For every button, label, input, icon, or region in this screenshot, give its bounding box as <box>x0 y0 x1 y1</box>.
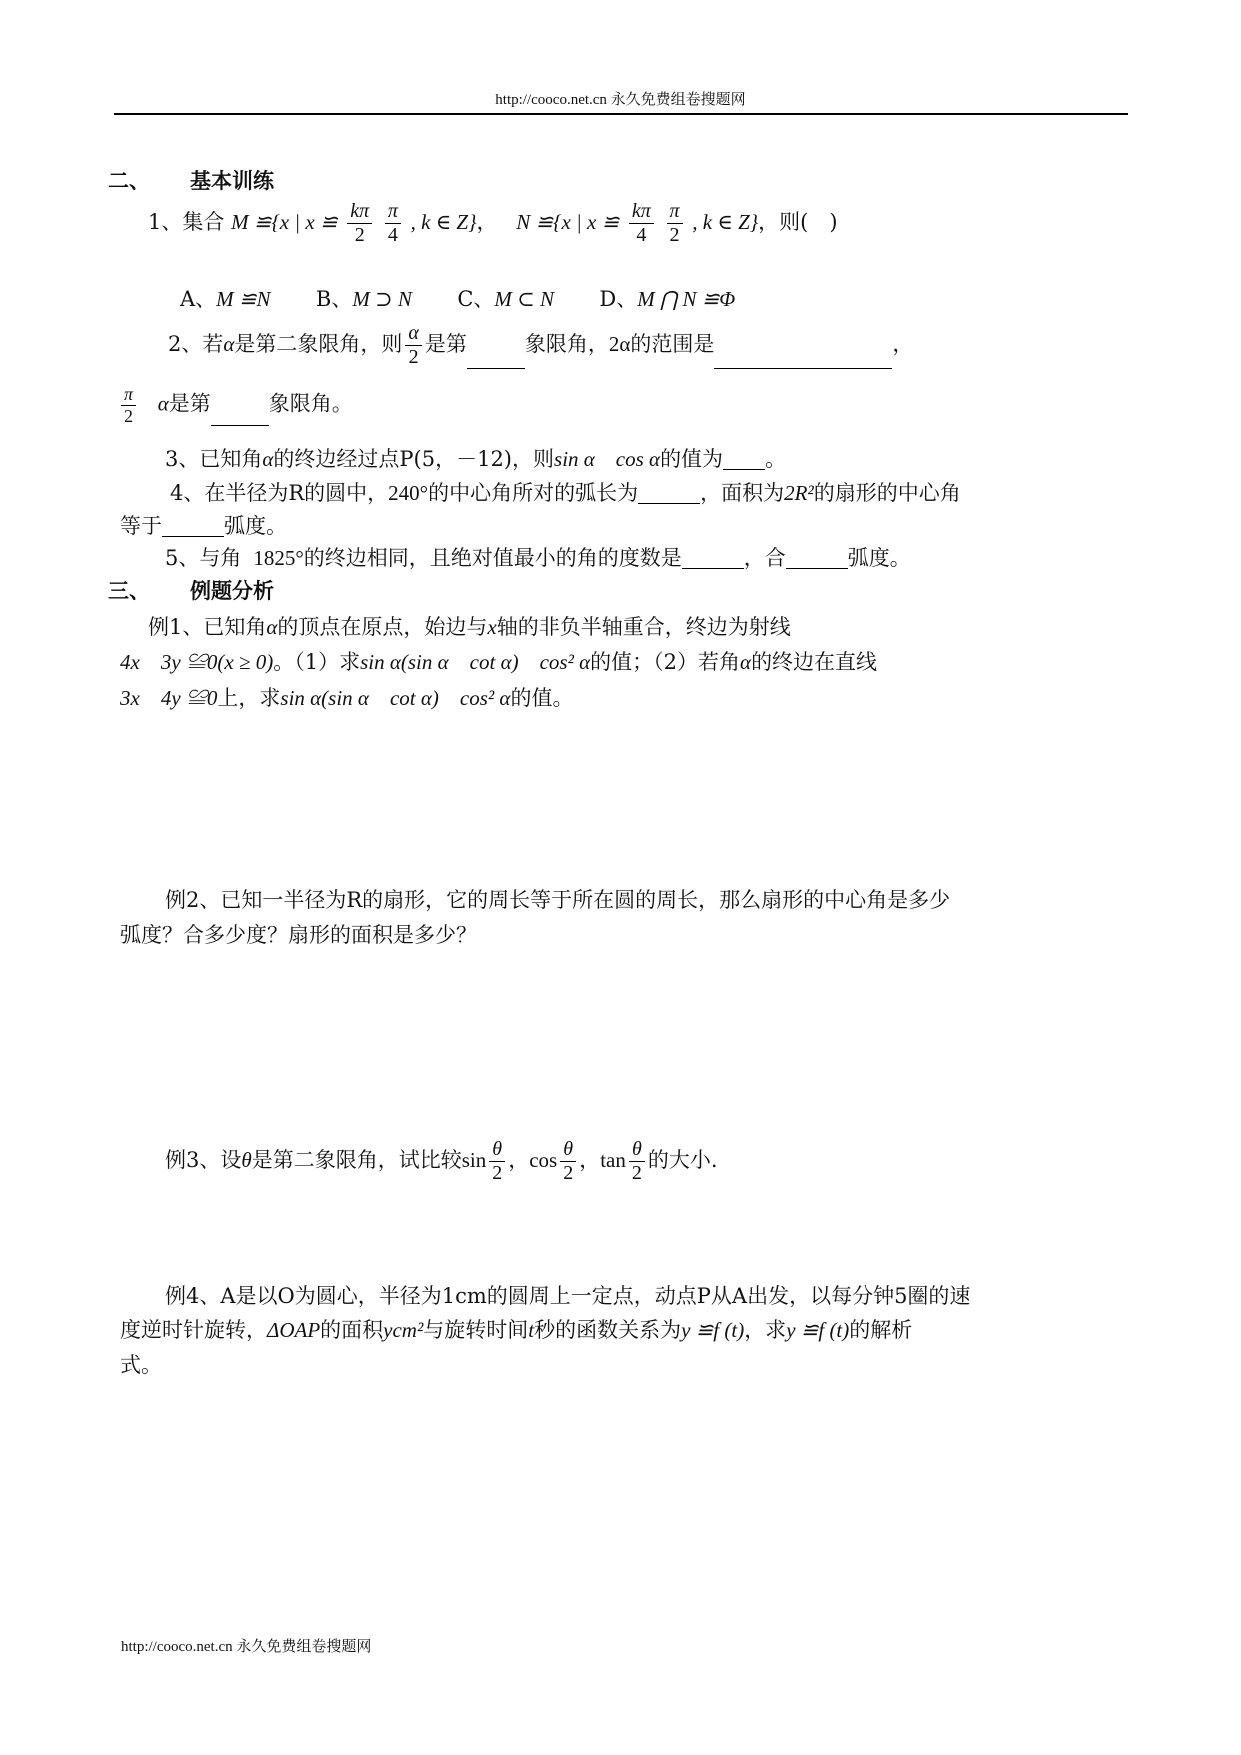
q2-text-5: ， <box>892 332 914 356</box>
header-rule <box>114 113 1128 115</box>
q2-lead: 2、若 <box>168 332 224 356</box>
question-4-line-2 <box>120 516 287 537</box>
ex1-x: x <box>487 615 497 639</box>
example-4: 例4、A是以O为圆心，半径为1cm的圆周上一定点，动点P从A出发，以每分钟5圈的速 <box>165 1284 971 1308</box>
ex1-line2-a: 。（1）求 <box>273 650 361 674</box>
q5-text-1: 的终边相同，且绝对值最小的角的度数是 <box>303 546 682 570</box>
ex4-function-1: y ≌f (t) <box>681 1318 745 1342</box>
ex4-function-2: y ≌f (t) <box>786 1318 850 1342</box>
ex3-frac-sin: $\frac{\theta}{2}$ <box>489 1138 505 1185</box>
ex1-alpha-2: α <box>740 650 752 674</box>
option-a-expr: M ≌N <box>216 287 271 311</box>
q5-lead: 5、与角 <box>165 546 242 570</box>
q2-blank-2[interactable] <box>714 350 892 369</box>
q3-lead: 3、已知角 <box>165 447 263 471</box>
q1-set-m: M ≌{x | x ≌ <box>231 210 338 234</box>
ex1-line2-b: 的值；（2）若角 <box>590 650 741 674</box>
ex3-sep-1: ， <box>508 1148 530 1172</box>
q2-two-alpha: 2α <box>608 332 631 356</box>
ex4-triangle: ΔOAP <box>267 1318 321 1342</box>
q2-alpha-2: α <box>157 391 169 416</box>
ex3-sin: sin <box>461 1148 487 1172</box>
q2-blank-1[interactable] <box>467 350 525 369</box>
q1-tail-n: , k ∈ Z} <box>692 210 759 234</box>
option-d-label: D、 <box>599 287 638 311</box>
q4-line2-a: 等于 <box>120 514 162 538</box>
q1-frac-pi-2: $\frac{\pi}{2}$ <box>667 200 683 247</box>
ex3-lead: 例3、设 <box>165 1148 242 1172</box>
q2-alpha: α <box>223 332 235 356</box>
q2-text-4: 的范围是 <box>630 332 715 356</box>
page-footer: http://cooco.net.cn 永久免费组卷搜题网 <box>121 1639 372 1655</box>
example-2-line-2: 弧度？合多少度？扇形的面积是多少？ <box>120 923 477 947</box>
section-number: 二、 <box>108 168 150 193</box>
ex1-line-equation: 3x 4y ≌0 <box>120 686 218 710</box>
ex3-text-1: 是第二象限角，试比较 <box>251 1148 462 1172</box>
question-1 <box>148 200 838 247</box>
q1-separator: ， <box>476 210 498 234</box>
page-header: http://cooco.net.cn 永久免费组卷搜题网 <box>495 92 746 108</box>
q1-set-n: N ≌{x | x ≌ <box>516 210 620 234</box>
question-2 <box>168 322 913 369</box>
q1-tail-m: , k ∈ Z} <box>410 210 477 234</box>
ex4-line2-b: 的面积 <box>320 1318 384 1342</box>
ex4-line2-d: 秒的函数关系为 <box>534 1318 682 1342</box>
ex1-expression-2: sin α(sin α cot α) cos² α <box>280 686 511 710</box>
ex3-frac-cos: $\frac{\theta}{2}$ <box>560 1138 576 1185</box>
ex3-tan: tan <box>600 1148 626 1172</box>
ex1-ray-equation: 4x 3y ≌0(x ≥ 0) <box>120 650 274 674</box>
q4-area: 2R² <box>784 481 814 505</box>
q4-blank-2[interactable] <box>162 518 224 537</box>
example-2: 例2、已知一半径为R的扇形，它的周长等于所在圆的周长，那么扇形的中心角是多少 <box>165 888 951 912</box>
ex4-line2-c: 与旋转时间 <box>423 1318 529 1342</box>
ex1-lead: 例1、已知角 <box>148 615 267 639</box>
q2-frac-pi-2: $\frac{\pi}{2}$ <box>121 384 136 426</box>
q3-expression: sin α cos α <box>554 447 661 471</box>
q3-alpha: α <box>262 447 274 471</box>
ex1-line3-a: 上，求 <box>217 686 281 710</box>
q4-text-1: 的中心角所对的弧长为 <box>428 481 639 505</box>
ex1-line3-b: 的值。 <box>510 686 574 710</box>
ex4-line2-e: ，求 <box>744 1318 787 1342</box>
question-5 <box>165 548 911 569</box>
ex1-alpha: α <box>266 615 278 639</box>
q1-frac-pi-4: $\frac{\pi}{4}$ <box>385 200 401 247</box>
question-4 <box>170 483 961 504</box>
q4-lead: 4、在半径为R的圆中， <box>170 481 389 505</box>
question-2-line-2 <box>118 384 353 426</box>
ex1-line2-c: 的终边在直线 <box>751 650 878 674</box>
q4-blank-1[interactable] <box>638 485 700 504</box>
question-1-options <box>180 289 735 310</box>
q1-frac-kpi-4: $\frac{k\pi}{4}$ <box>629 200 654 247</box>
ex3-cos: cos <box>529 1148 558 1172</box>
q2-frac-alpha-2: $\frac{\alpha}{2}$ <box>405 322 422 369</box>
option-b-label: B、 <box>315 287 353 311</box>
section-three-heading <box>108 580 274 601</box>
q2-text-3: 象限角， <box>524 332 609 356</box>
example-4-line-3: 式。 <box>120 1353 162 1377</box>
q4-degree: 240° <box>388 481 429 505</box>
q5-text-2: ，合 <box>743 546 786 570</box>
q4-text-2: ，面积为 <box>700 481 785 505</box>
section-title: 基本训练 <box>190 168 274 193</box>
option-c-label: C、 <box>457 287 495 311</box>
q2-text-1: 是第二象限角，则 <box>234 332 403 356</box>
q5-blank-2[interactable] <box>786 550 848 569</box>
q1-then: ，则( ) <box>758 210 838 234</box>
ex3-text-2: 的大小. <box>647 1148 718 1172</box>
ex1-text-2: 轴的非负半轴重合，终边为射线 <box>496 615 791 639</box>
q3-text-3: 。 <box>765 447 787 471</box>
q2-blank-3[interactable] <box>211 407 269 426</box>
q5-blank-1[interactable] <box>682 550 744 569</box>
q5-degree: 1825° <box>253 546 304 570</box>
ex3-frac-tan: $\frac{\theta}{2}$ <box>629 1138 645 1185</box>
ex3-sep-2: ， <box>579 1148 601 1172</box>
example-4-line-2 <box>120 1320 912 1341</box>
example-3 <box>165 1138 718 1185</box>
ex4-area-unit: ycm² <box>383 1318 424 1342</box>
q2-text-2: 是第 <box>424 332 467 356</box>
ex1-text-1: 的顶点在原点，始边与 <box>277 615 488 639</box>
example-1-line-2 <box>120 652 877 673</box>
example-1 <box>148 617 791 638</box>
q1-frac-kpi-2: $\frac{k\pi}{2}$ <box>347 200 372 247</box>
example-1-line-3 <box>120 688 573 709</box>
q3-text-1: 的终边经过点P(5，－12)，则 <box>273 447 555 471</box>
ex4-line2-f: 的解析 <box>849 1318 913 1342</box>
q2-text-6: 是第 <box>168 391 211 416</box>
option-d-expr: M ⋂ N ≌Φ <box>637 287 736 311</box>
q5-text-3: 弧度。 <box>847 546 911 570</box>
ex4-line2-a: 度逆时针旋转， <box>120 1318 267 1342</box>
q2-text-7: 象限角。 <box>268 391 353 416</box>
section-number: 三、 <box>108 578 150 603</box>
option-b-expr: M ⊃ N <box>352 287 412 311</box>
ex3-theta: θ <box>241 1148 252 1172</box>
q4-line2-b: 弧度。 <box>224 514 287 538</box>
ex4-t: t <box>528 1318 535 1342</box>
q3-blank[interactable] <box>723 451 765 470</box>
question-3 <box>165 449 786 470</box>
ex1-expression-1: sin α(sin α cot α) cos² α <box>360 650 591 674</box>
q3-text-2: 的值为 <box>660 447 724 471</box>
option-a-label: A、 <box>180 287 217 311</box>
section-title: 例题分析 <box>190 578 274 603</box>
section-two-heading <box>108 170 274 191</box>
option-c-expr: M ⊂ N <box>494 287 555 311</box>
q1-lead: 1、集合 <box>148 210 225 234</box>
q4-text-3: 的扇形的中心角 <box>813 481 961 505</box>
